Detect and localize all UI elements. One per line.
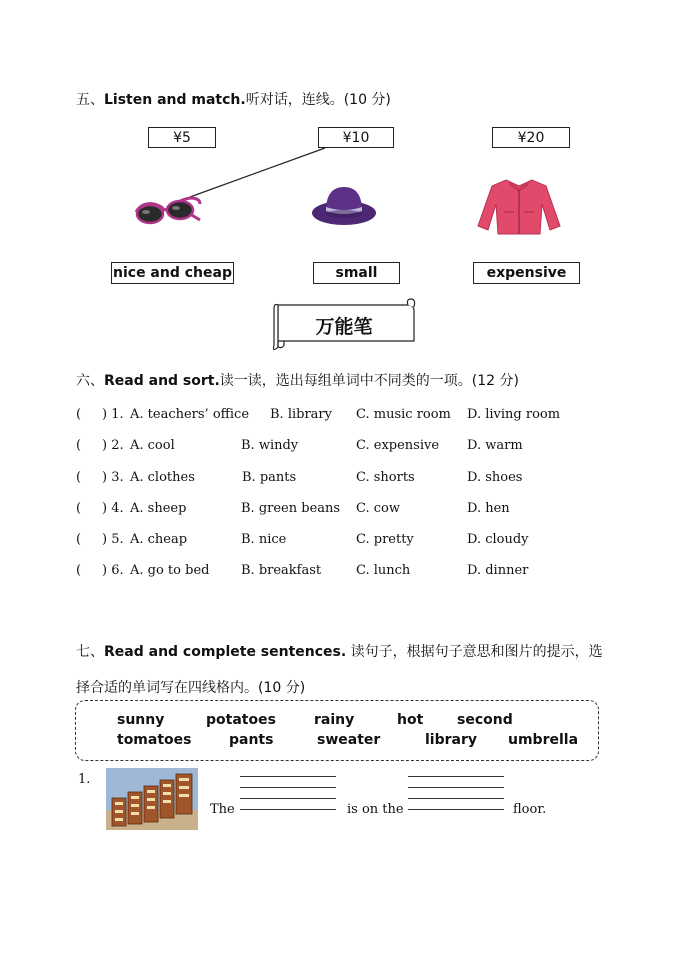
word-bank-word: sweater	[317, 732, 381, 748]
section6-number: 六、	[76, 373, 104, 389]
sunglasses-icon[interactable]	[134, 188, 202, 226]
word-bank-word: rainy	[314, 712, 355, 728]
section5-title-en: Listen and match.	[104, 92, 246, 108]
option-b: B. library	[270, 407, 332, 422]
option-b: B. windy	[241, 438, 299, 453]
word-bank-word: sunny	[117, 712, 165, 728]
sentence-part-1: The	[210, 802, 235, 817]
answer-paren[interactable]: (	[76, 501, 82, 516]
option-a: A. cool	[130, 438, 175, 453]
option-c: C. lunch	[356, 563, 411, 578]
word-bank-word: umbrella	[508, 732, 579, 748]
option-a: A. go to bed	[130, 563, 210, 578]
option-c: C. music room	[356, 407, 451, 422]
option-a: A. cheap	[130, 532, 188, 547]
section6-title-en: Read and sort.	[104, 373, 220, 389]
option-b: B. pants	[242, 470, 297, 485]
word-bank-word: second	[457, 712, 513, 728]
section7-title-line2: 择合适的单词写在四线格内。(10 分)	[76, 680, 306, 696]
section7-number: 七、	[76, 644, 104, 660]
word-bank-word: hot	[397, 712, 424, 728]
question-number: ) 4.	[102, 501, 124, 516]
question-7-1-number: 1.	[78, 772, 91, 787]
option-a: A. sheep	[130, 501, 187, 516]
option-c: C. pretty	[356, 532, 414, 547]
option-b: B. nice	[241, 532, 287, 547]
answer-paren[interactable]: (	[76, 438, 82, 453]
price-box-1[interactable]: ¥5	[148, 127, 216, 148]
banner-text: 万能笔	[315, 316, 373, 338]
question-number: ) 6.	[102, 563, 124, 578]
option-a: A. teachers’ office	[130, 407, 250, 422]
option-b: B. breakfast	[241, 563, 322, 578]
answer-paren[interactable]: (	[76, 563, 82, 578]
coat-icon[interactable]	[474, 176, 564, 236]
answer-paren[interactable]: (	[76, 532, 82, 547]
sentence-part-2: is on the	[347, 802, 404, 817]
word-bank-word: library	[425, 732, 478, 748]
four-line-blank-2[interactable]	[408, 776, 504, 810]
word-bank-word: pants	[229, 732, 274, 748]
option-d: D. shoes	[467, 470, 523, 485]
option-c: C. expensive	[356, 438, 440, 453]
option-d: D. hen	[467, 501, 510, 516]
question-number: ) 1.	[102, 407, 124, 422]
option-d: D. cloudy	[467, 532, 529, 547]
option-c: C. cow	[356, 501, 400, 516]
word-box-3[interactable]: expensive	[473, 262, 580, 284]
word-bank-word: tomatoes	[117, 732, 192, 748]
answer-paren[interactable]: (	[76, 407, 82, 422]
section5-number: 五、	[76, 92, 104, 108]
sentence-part-3: floor.	[513, 802, 547, 817]
option-c: C. shorts	[356, 470, 415, 485]
four-line-blank-1[interactable]	[240, 776, 336, 810]
price-box-3[interactable]: ¥20	[492, 127, 570, 148]
answer-paren[interactable]: (	[76, 470, 82, 485]
section5-title-cn: 听对话，连线。(10 分)	[245, 92, 391, 108]
price-box-2[interactable]: ¥10	[318, 127, 394, 148]
section7-title	[76, 641, 603, 661]
building-icon	[106, 768, 198, 830]
section6-title-cn: 读一读，选出每组单词中不同类的一项。(12 分)	[219, 373, 519, 389]
option-d: D. living room	[467, 407, 561, 422]
question-number: ) 3.	[102, 470, 124, 485]
word-bank	[75, 700, 599, 761]
section6-title	[76, 370, 519, 390]
word-box-2[interactable]: small	[313, 262, 400, 284]
option-d: D. warm	[467, 438, 523, 453]
word-bank-word: potatoes	[206, 712, 276, 728]
question-number: ) 5.	[102, 532, 124, 547]
option-d: D. dinner	[467, 563, 529, 578]
hat-icon[interactable]	[311, 183, 377, 227]
section7-title-en: Read and complete sentences.	[104, 644, 347, 660]
section7-title-cn: 读句子，根据句子意思和图片的提示，选	[350, 644, 603, 660]
option-a: A. clothes	[130, 470, 195, 485]
option-b: B. green beans	[241, 501, 341, 516]
question-number: ) 2.	[102, 438, 124, 453]
word-box-1[interactable]: nice and cheap	[111, 262, 234, 284]
